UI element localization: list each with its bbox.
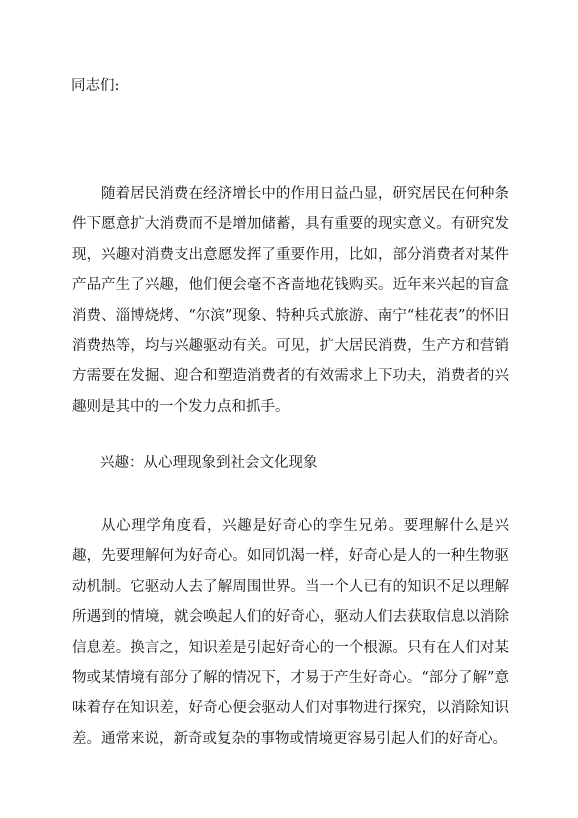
salutation: 同志们: bbox=[71, 78, 120, 94]
section-heading: 兴趣：从心理现象到社会文化现象 bbox=[100, 455, 318, 471]
paragraph-curiosity: 从心理学角度看，兴趣是好奇心的孪生兄弟。要理解什么是兴趣，先要理解何为好奇心。如同饥渴一样，好奇心是人的一种生物驱动机制。它驱动人去了解周围世界。当一个人已有的知识不足以理解所遇到的情境，就会唤起人们的好奇心，驱动人们去获取信息以消除信息差。换言之，知识差是引起好奇心的一个根源。只有在人们对某物或某情境有部分了解的情况下，才易于产生好奇心。“部分了解”意味着存在知识差，好奇心便会驱动人们对事物进行探究，以消除知识差。通常来说，新奇或复杂的事物或情境更容易引起人们的好奇心。 bbox=[72, 518, 509, 747]
paragraph-consumption-interest: 随着居民消费在经济增长中的作用日益凸显，研究居民在何种条件下愿意扩大消费而不是增加储蓄，具有重要的现实意义。有研究发现，兴趣对消费支出意愿发挥了重要作用，比如，部分消费者对某件产品产生了兴趣，他们便会毫不吝啬地花钱购买。近年来兴起的盲盒消费、淄博烧烤、“尔滨”现象、特种兵式旅游、南宁“桂花表”的怀旧消费热等，均与兴趣驱动有关。可见，扩大居民消费，生产方和营销方需要在发掘、迎合和塑造消费者的有效需求上下功夫，消费者的兴趣则是其中的一个发力点和抓手。 bbox=[72, 186, 509, 415]
